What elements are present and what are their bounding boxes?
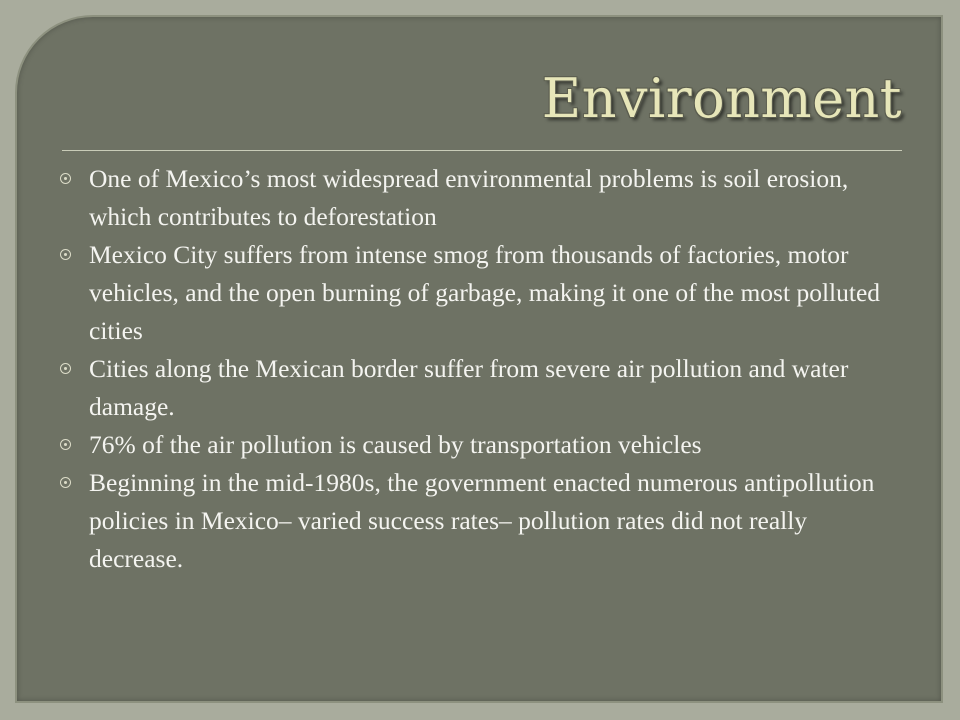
slide-title: Environment	[541, 67, 902, 130]
title-divider	[62, 150, 902, 151]
bullet-text: Mexico City suffers from intense smog from thousands of factories, motor vehicles, and the open burning of garbage, making it one of the most polluted cities	[89, 240, 881, 345]
bullet-item	[60, 236, 900, 350]
bullet-item	[60, 160, 900, 236]
bullet-text: Beginning in the mid-1980s, the government enacted numerous antipollution policies in Mexico– varied success rates– pollution rates did not really decrease.	[89, 468, 875, 573]
circle-dot-bullet-icon	[60, 173, 71, 184]
bullet-text: One of Mexico’s most widespread environmental problems is soil erosion, which contributes to deforestation	[89, 164, 849, 231]
bullet-text: 76% of the air pollution is caused by transportation vehicles	[89, 430, 702, 459]
bullet-item	[60, 350, 900, 426]
bullet-text: Cities along the Mexican border suffer from severe air pollution and water damage.	[89, 354, 849, 421]
circle-dot-bullet-icon	[60, 249, 71, 260]
circle-dot-bullet-icon	[60, 439, 71, 450]
bullet-item	[60, 464, 900, 578]
bullet-list	[60, 160, 900, 578]
circle-dot-bullet-icon	[60, 477, 71, 488]
circle-dot-bullet-icon	[60, 363, 71, 374]
bullet-item	[60, 426, 900, 464]
